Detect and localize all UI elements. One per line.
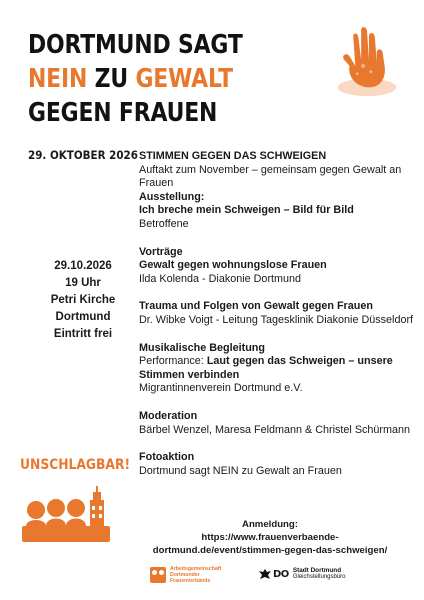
moderation-label: Moderation bbox=[139, 409, 198, 422]
logo-stadt-dortmund bbox=[258, 567, 346, 581]
ag-line-2: Dortmunder bbox=[170, 572, 200, 578]
logo-arbeitsgemeinschaft bbox=[150, 566, 221, 584]
exhibition-title: Ich breche mein Schweigen – Bild für Bild bbox=[139, 204, 354, 217]
do-logo-mark bbox=[258, 568, 289, 581]
talks-title: Gewalt gegen wohnungslose Frauen bbox=[139, 259, 327, 272]
headline-gewalt: GEWALT bbox=[135, 64, 233, 94]
program-music bbox=[139, 342, 414, 396]
event-venue: Petri Kirche bbox=[50, 294, 116, 306]
ag-logo-text bbox=[170, 566, 221, 584]
registration-url-2[interactable]: dortmund.de/event/stimmen-gegen-das-schweigen/ bbox=[152, 545, 388, 556]
intro-text: Auftakt zum November – gemeinsam gegen Gewalt an Frauen bbox=[139, 163, 402, 190]
trauma-title: Trauma und Folgen von Gewalt gegen Frauen bbox=[139, 300, 373, 313]
photo-text: Dortmund sagt NEIN zu Gewalt an Frauen bbox=[139, 464, 342, 477]
talks-label: Vorträge bbox=[139, 245, 183, 258]
registration-url-1[interactable]: https://www.frauenverbaende- bbox=[201, 532, 339, 543]
city-office: Gleichstellungsbüro bbox=[292, 574, 346, 580]
music-text: Migrantinnenverein Dortmund e.V. bbox=[139, 382, 303, 395]
program-intro bbox=[139, 150, 414, 191]
music-title: Laut gegen das Schweigen – unsere Stimmen verbinden bbox=[139, 355, 393, 381]
headline-nein: NEIN bbox=[28, 64, 88, 94]
program-photo bbox=[139, 451, 414, 478]
do-letters: DO bbox=[273, 568, 289, 580]
handprint-icon bbox=[328, 22, 406, 102]
women-silhouettes-icon bbox=[22, 486, 110, 542]
headline bbox=[28, 28, 328, 130]
program-talks bbox=[139, 246, 414, 287]
headline-line-2 bbox=[28, 62, 286, 96]
ag-line-1: Arbeitsgemeinschaft bbox=[170, 566, 222, 572]
music-performance bbox=[139, 355, 414, 382]
registration-label: Anmeldung: bbox=[242, 519, 298, 530]
exhibition-label: Ausstellung: bbox=[139, 190, 205, 203]
photo-label: Fotoaktion bbox=[139, 451, 195, 464]
date-header: 29. OKTOBER 2026 bbox=[28, 148, 138, 162]
event-time: 19 Uhr bbox=[65, 277, 101, 289]
headline-line-3: GEGEN FRAUEN bbox=[28, 98, 218, 128]
exhibition-text: Betroffene bbox=[139, 217, 189, 230]
music-label: Musikalische Begleitung bbox=[139, 341, 265, 354]
event-entry: Eintritt frei bbox=[53, 328, 113, 340]
headline-zu: ZU bbox=[94, 64, 129, 94]
ag-line-3: Frauenverbände bbox=[170, 578, 211, 584]
eagle-icon bbox=[258, 568, 272, 581]
talks-text: Ilda Kolenda - Diakonie Dortmund bbox=[139, 272, 302, 285]
headline-line-1: DORTMUND SAGT bbox=[28, 30, 243, 60]
slogan: UNSCHLAGBAR! bbox=[20, 457, 131, 473]
moderation-text: Bärbel Wenzel, Maresa Feldmann & Christel Schürmann bbox=[139, 423, 411, 436]
ag-logo-icon bbox=[150, 567, 166, 583]
registration bbox=[150, 518, 390, 557]
program bbox=[139, 150, 414, 492]
program-trauma bbox=[139, 300, 414, 327]
music-prefix: Performance: bbox=[139, 355, 207, 368]
event-city: Dortmund bbox=[55, 311, 111, 323]
event-info bbox=[28, 258, 138, 343]
program-moderation bbox=[139, 410, 414, 437]
intro-title: STIMMEN GEGEN DAS SCHWEIGEN bbox=[139, 150, 327, 162]
event-date: 29.10.2026 bbox=[54, 260, 112, 272]
do-logo-text bbox=[293, 567, 346, 581]
program-exhibition bbox=[139, 191, 414, 232]
city-name: Stadt Dortmund bbox=[292, 567, 342, 574]
trauma-text: Dr. Wibke Voigt - Leitung Tagesklinik Diakonie Düsseldorf bbox=[139, 313, 414, 326]
